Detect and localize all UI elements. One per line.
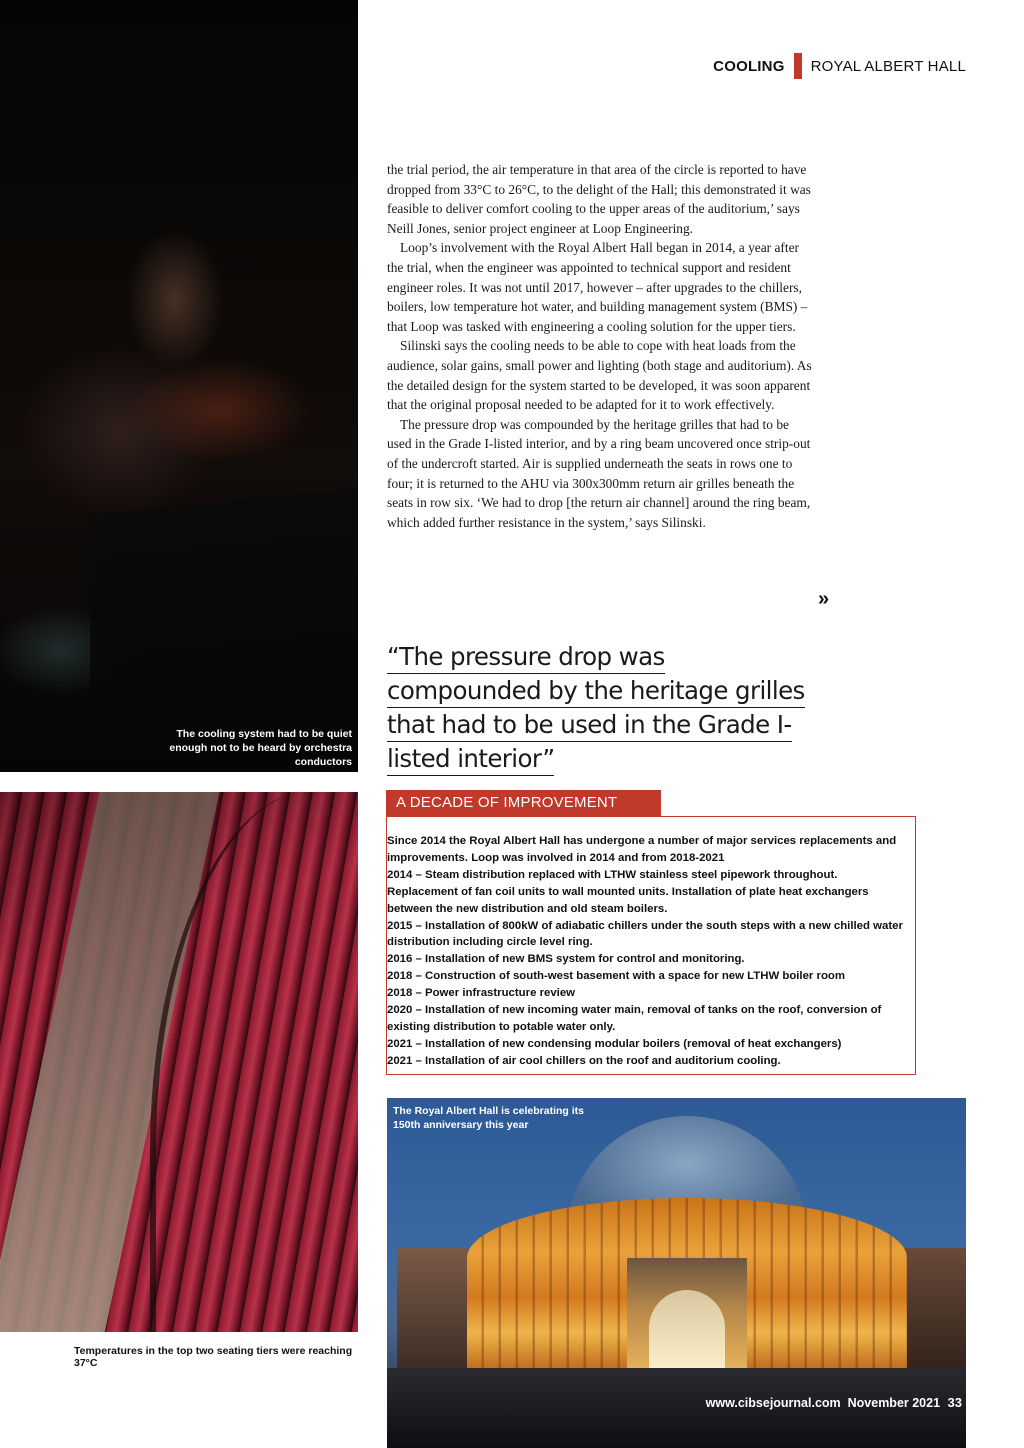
footer-issue: November 2021 (847, 1396, 941, 1410)
section-label: COOLING (713, 57, 785, 75)
pull-quote-text: “The pressure drop was compounded by the heritage grilles that had to be used in the Grade I-listed interior” (387, 642, 805, 776)
page-footer (706, 1395, 962, 1410)
decade-item: Since 2014 the Royal Albert Hall has undergone a number of major services replacements and improvements. Loop was involved in 2014 and from 2018-2021 (387, 835, 897, 864)
decade-item: 2018 – Construction of south-west basement with a space for new LTHW boiler room (387, 970, 846, 983)
page-number: 33 (947, 1395, 962, 1410)
continue-arrow-icon: » (818, 588, 830, 610)
decade-item: 2016 – Installation of new BMS system for control and monitoring. (387, 953, 745, 966)
body-paragraph: Silinski says the cooling needs to be able to cope with heat loads from the audience, solar gains, small power and lighting (both stage and auditorium). As the detailed design for the system started to be developed, it was soon apparent that the original proposal needed to be adapted for it to work effectively. (387, 338, 812, 413)
left-building-shape (397, 1248, 467, 1378)
footer-site: www.cibsejournal.com (705, 1396, 841, 1410)
decade-item: 2021 – Installation of air cool chillers on the roof and auditorium cooling. (387, 1054, 781, 1067)
body-paragraph: The pressure drop was compounded by the heritage grilles that had to be used in the Grade I-listed interior, and by a ring beam uncovered once strip-out of the undercroft started. Air is supplied underneath the seats in rows one to four; it is returned to the AHU via 300x300mm return air grilles beneath the seats in row six. ‘We had to drop [the return air channel] around the ring beam, which added further resistance in the system,’ says Silinski. (387, 416, 811, 530)
topic-label: ROYAL ALBERT HALL (810, 57, 966, 75)
violinist-photo (0, 0, 358, 772)
body-paragraph: the trial period, the air temperature in that area of the circle is reported to have dropped from 33°C to 26°C, to the delight of the Hall; this demonstrated it was feasible to deliver comfort cooling to the upper areas of the auditorium,’ says Neill Jones, senior project engineer at Loop Engineering. (387, 162, 811, 236)
body-paragraph: Loop’s involvement with the Royal Albert Hall began in 2014, a year after the trial, when the engineer was appointed to technical support and resident engineer roles. It was not until 2017, however – after upgrades to the chillers, boilers, low temperature hot water, and building management system (BMS) – that Loop was tasked with engineering a cooling solution for the upper tiers. (387, 240, 808, 334)
hall-caption: The Royal Albert Hall is celebrating its 150th anniversary this year (393, 1105, 584, 1131)
royal-albert-hall-photo (387, 1098, 966, 1448)
seating-tiers-photo (0, 792, 358, 1332)
violinist-caption: The cooling system had to be quiet enough not to be heard by orchestra conductors (169, 728, 352, 768)
decade-box-title: A DECADE OF IMPROVEMENT (386, 790, 661, 816)
decade-item: 2020 – Installation of new incoming water main, removal of tanks on the roof, conversion of existing distribution to potable water only. (387, 1004, 882, 1033)
decade-box-content (387, 833, 907, 1070)
running-header (713, 54, 966, 78)
header-divider-bar (794, 53, 802, 79)
decade-item: 2018 – Power infrastructure review (387, 987, 576, 1000)
article-body (387, 160, 815, 532)
pull-quote (387, 640, 817, 776)
decade-item: 2021 – Installation of new condensing modular boilers (removal of heat exchangers) (387, 1037, 842, 1050)
decade-item: 2015 – Installation of 800kW of adiabatic chillers under the south steps with a new chilled water distribution including circle level ring. (387, 919, 903, 949)
entrance-arch-shape (649, 1290, 725, 1376)
decade-item: 2014 – Steam distribution replaced with LTHW stainless steel pipework throughout. Replacement of fan coil units to wall mounted units. Installation of plate heat exchangers between the new distribution and old steam boilers. (387, 868, 869, 915)
seating-caption: Temperatures in the top two seating tiers were reaching 37°C (74, 1345, 353, 1369)
